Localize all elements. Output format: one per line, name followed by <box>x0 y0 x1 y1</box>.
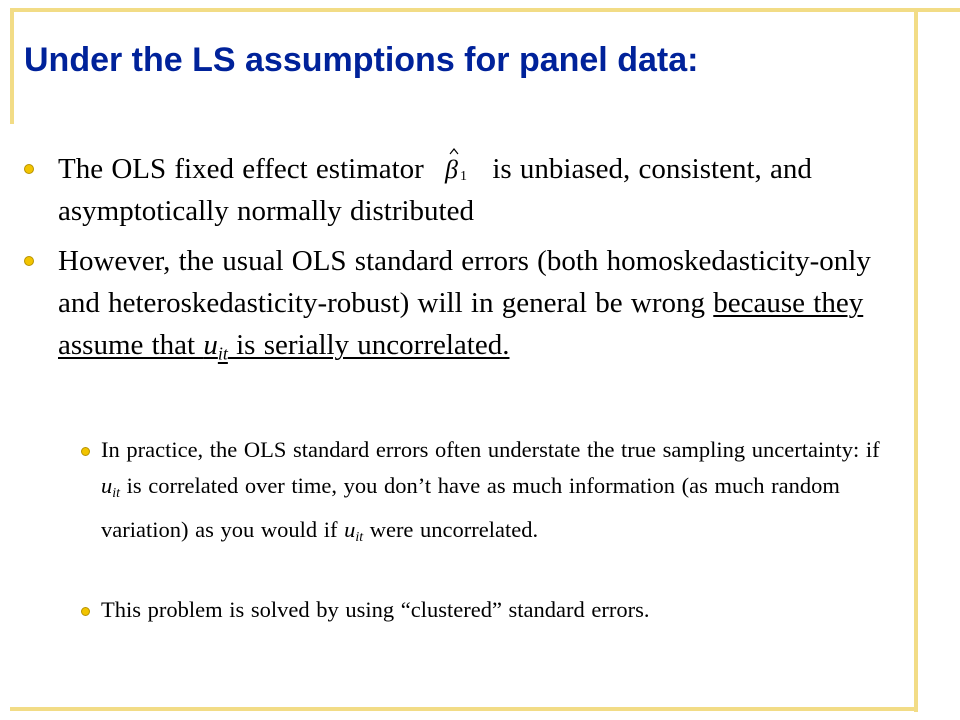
bullet-text-post: is unbiased, consistent, and asymptotically normally distributed <box>58 153 812 227</box>
underlined-text-start: because they assume that <box>58 287 864 361</box>
variable-subscript-it: it <box>112 486 120 502</box>
bullet-text-pre: However, the usual OLS standard errors (both homoskedasticity-only and heteroskedasticity-robust) will in general be wrong <box>58 245 871 319</box>
bullet-item-fixed-effect-estimator <box>58 148 908 232</box>
variable-u: u <box>344 517 356 543</box>
sub-bullet-item-clustered <box>101 592 901 628</box>
sub-bullet-text-1: In practice, the OLS standard errors often understate the true sampling uncertainty: if <box>101 437 880 462</box>
variable-subscript-it: it <box>355 530 364 546</box>
svg-text:β: β <box>445 155 459 184</box>
underlined-text-end: is serially uncorrelated. <box>227 329 510 361</box>
sub-bullet-text-2: is correlated over time, you don’t have as much information (as much random variation) as you would if <box>101 473 840 543</box>
slide-title: Under the LS assumptions for panel data: <box>24 41 699 79</box>
bullet-text-pre: The OLS fixed effect estimator <box>58 153 424 185</box>
svg-text:1: 1 <box>460 169 468 184</box>
bullet-item-standard-errors <box>58 240 908 374</box>
frame-bottom-rule <box>10 707 918 711</box>
sub-bullet-dot-icon <box>81 607 90 616</box>
sub-bullet-text: This problem is solved by using “clustered” standard errors. <box>101 597 650 622</box>
frame-left-rule <box>10 8 14 124</box>
sub-bullet-item-understate <box>101 432 901 556</box>
frame-right-rule <box>914 8 918 712</box>
sub-bullet-text-3: were uncorrelated. <box>363 517 539 543</box>
bullet-dot-icon <box>24 164 34 174</box>
beta-hat-1-symbol <box>432 156 484 186</box>
frame-top-rule <box>10 8 960 12</box>
bullet-dot-icon <box>24 256 34 266</box>
sub-bullet-dot-icon <box>81 447 90 456</box>
variable-u: u <box>203 329 218 361</box>
variable-u: u <box>101 473 113 498</box>
variable-subscript-it: it <box>217 343 228 364</box>
beta-hat-glyph-icon <box>432 142 484 186</box>
